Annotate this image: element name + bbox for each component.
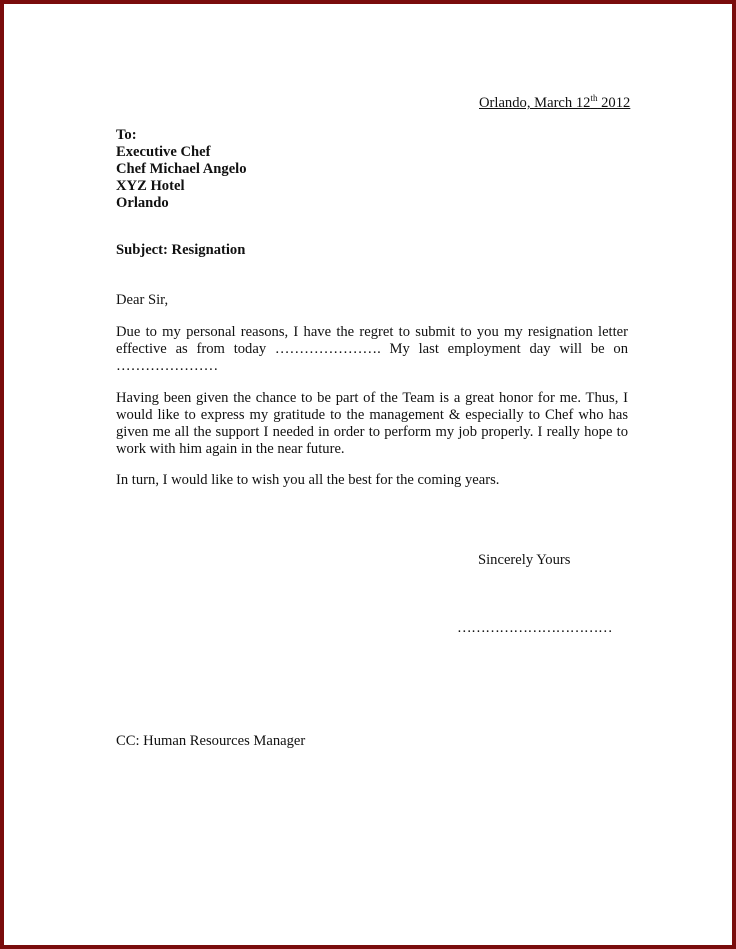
letter-date xyxy=(479,93,631,112)
subject-line: Subject: Resignation xyxy=(116,242,246,258)
closing: Sincerely Yours xyxy=(478,552,571,568)
date-year: 2012 xyxy=(597,95,631,111)
body-paragraph-3: In turn, I would like to wish you all the best for the coming years. xyxy=(116,472,500,488)
date-day-suffix: th xyxy=(590,93,598,103)
addressee-block xyxy=(116,127,247,212)
addressee-name: Chef Michael Angelo xyxy=(116,161,247,177)
to-label: To: xyxy=(116,127,137,143)
addressee-position: Executive Chef xyxy=(116,144,211,160)
cc-line: CC: Human Resources Manager xyxy=(116,733,306,749)
date-place-month: Orlando, March 12 xyxy=(479,95,591,111)
salutation: Dear Sir, xyxy=(116,292,169,308)
body-paragraph-2: Having been given the chance to be part of the Team is a great honor for me. Thus, I would like to express my gratitude to the management & especially to Chef who has given me all the support I needed in order to perform my job properly. I really hope to work with him again in the near future. xyxy=(116,390,628,457)
signature-placeholder: …………………………… xyxy=(457,620,613,636)
addressee-company: XYZ Hotel xyxy=(116,178,185,194)
body-paragraph-1: Due to my personal reasons, I have the regret to submit to you my resignation letter effective as from today …………………. My last employment day will be on ………………… xyxy=(116,324,628,374)
addressee-city: Orlando xyxy=(116,195,169,211)
